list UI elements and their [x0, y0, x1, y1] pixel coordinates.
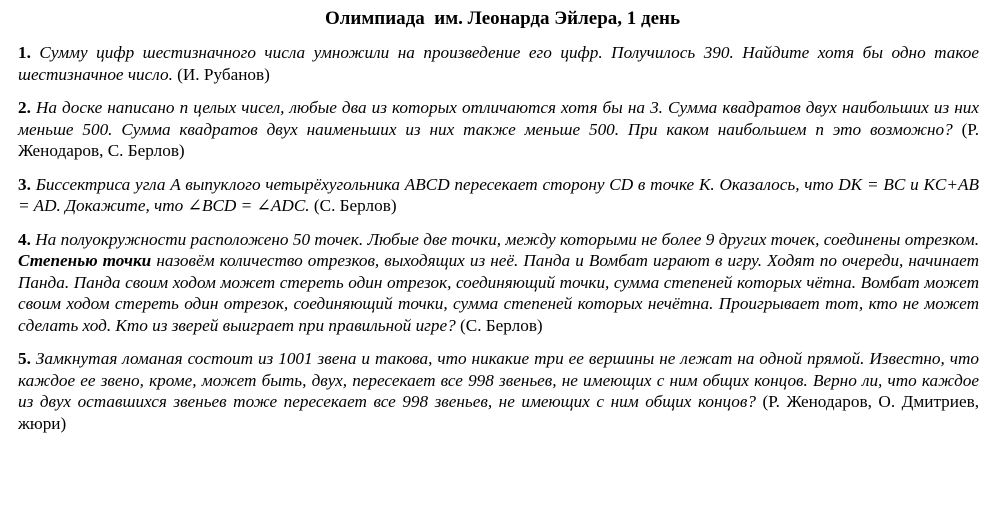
- problem-author: (С. Берлов): [460, 315, 543, 335]
- problem-number: 2.: [18, 98, 31, 117]
- problem-statement: Сумму цифр шестизначного числа умножили на произведение его цифр. Получилось 390. Найдите хотя бы одно такое шестизначное число.: [18, 43, 980, 84]
- problem-statement-part: На полуокружности расположено 50 точек. Любые две точки, между которыми не более 9 других точек, соединены отрезком.: [35, 229, 980, 249]
- problem-statement: Биссектриса угла A выпуклого четырёхугольника ABCD пересекает сторону CD в точке K. Оказалось, что DK = BC и KC+AB = AD. Докажите, что ∠BCD = ∠ADC.: [18, 174, 979, 215]
- problem-5: [18, 348, 979, 434]
- problem-number: 1.: [18, 43, 31, 62]
- problem-number: 4.: [18, 229, 31, 249]
- problem-statement: Замкнутая ломаная состоит из 1001 звена и такова, что никакие три ее вершины не лежат на одной прямой. Известно, что каждое ее звено, кроме, может быть, двух, пересекает все 998 звеньев, не имеющих с ним общих концов. Верно ли, что каждое из двух оставшихся звеньев тоже пересекает все 998 звеньев, не имеющих с ним общих концов?: [18, 349, 979, 411]
- problem-statement: На доске написано n целых чисел, любые два из которых отличаются хотя бы на 3. Сумма квадратов двух наибольших из них меньше 500. Сумма квадратов двух наименьших из них также меньше 500. При каком наибольшем n это возможно?: [18, 98, 979, 139]
- problem-4: [18, 229, 979, 337]
- problem-statement-part: назовём количество отрезков, выходящих из неё. Панда и Вомбат играют в игру. Ходят по очереди, начинает Панда. Панда своим ходом может стереть один отрезок, соединяющий точки, сумма степеней которых чётна. Вомбат может своим ходом стереть один отрезок, соединяющий точки, сумма степеней которых нечётна. Проигрывает тот, кто не может сделать ход. Кто из зверей выиграет при правильной игре?: [18, 251, 980, 335]
- problem-1: [18, 42, 979, 85]
- problem-author: (С. Берлов): [313, 196, 397, 215]
- problem-number: 5.: [18, 349, 31, 368]
- problem-author: (Р. Женодаров, О. Дмитриев, жюри): [18, 392, 980, 433]
- page-title: Олимпиада им. Леонарда Эйлера, 1 день: [324, 8, 681, 29]
- problem-number: 3.: [18, 174, 31, 194]
- problem-2: [18, 97, 979, 162]
- problem-author: (И. Рубанов): [177, 64, 270, 84]
- problem-author: (Р. Женодаров, С. Берлов): [18, 119, 980, 160]
- defined-term: Степенью точки: [18, 251, 152, 270]
- problem-3: [18, 174, 979, 217]
